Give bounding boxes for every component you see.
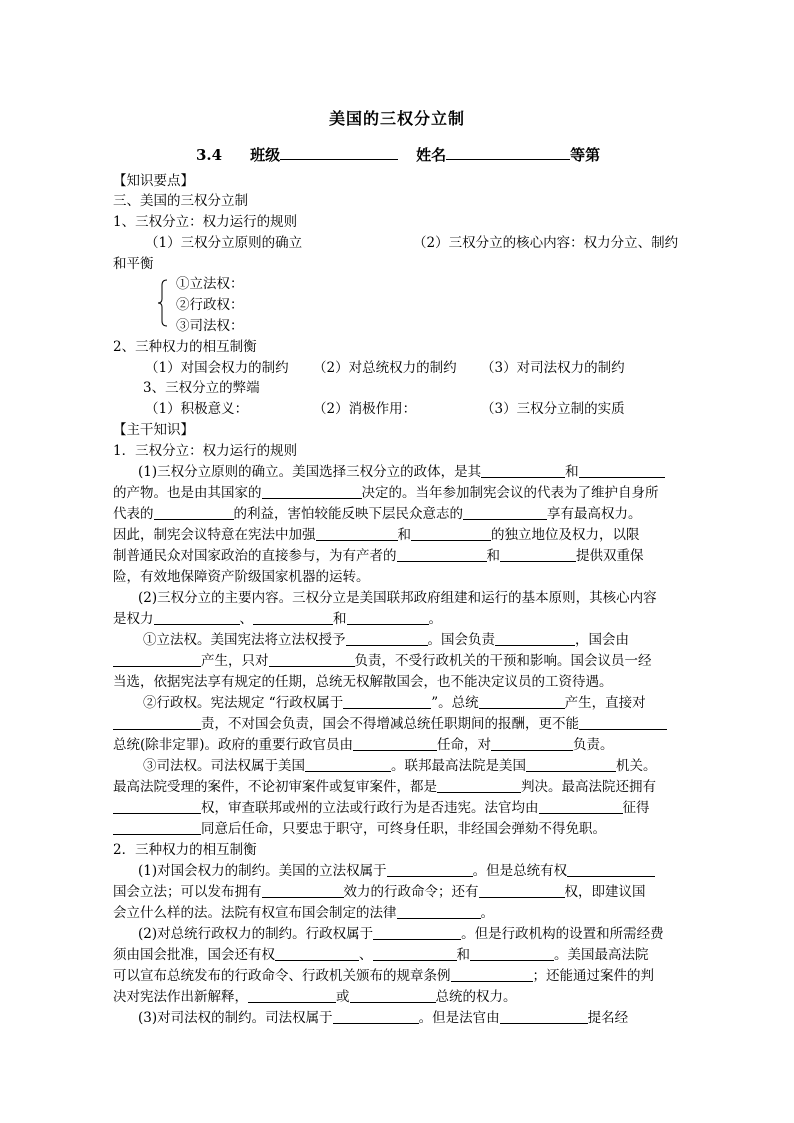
answer-blank[interactable] xyxy=(481,463,565,478)
paragraph-5-line-1: ③司法权。司法权属于美国 。联邦最高法院是美国 机关。 xyxy=(143,758,657,774)
answer-blank[interactable] xyxy=(154,610,240,625)
paragraph-7-line-4: 决对宪法作出新解释， 或 总统的权力。 xyxy=(113,989,517,1005)
power-executive: ②行政权： xyxy=(176,297,244,313)
knowledge-item-1: 1、三权分立：权力运行的规则 xyxy=(113,214,298,230)
answer-blank[interactable] xyxy=(262,883,344,898)
answer-blank[interactable] xyxy=(253,610,333,625)
grade-label: 等第 xyxy=(570,146,601,164)
power-judicial: ③司法权： xyxy=(176,318,244,334)
paragraph-4-line-1: ②行政权。宪法规定 “行政权属于 ”。总统 产生，直接对 xyxy=(143,695,646,711)
paragraph-4-line-3: 总统(除非定罪)。政府的重要行政官员由 任命，对 负责。 xyxy=(113,737,614,753)
answer-blank[interactable] xyxy=(479,883,565,898)
paragraph-7-line-2: 须由国会批准，国会还有权 、 和 。美国最高法院 xyxy=(113,947,649,963)
answer-blank[interactable] xyxy=(343,694,431,709)
knowledge-item-3-sub-1: （1）积极意义： xyxy=(145,401,249,417)
answer-blank[interactable] xyxy=(373,925,461,940)
paragraph-3-line-3: 当选，依据宪法享有规定的任期，总统无权解散国会，也不能决定议员的工资待遇。 xyxy=(113,674,613,690)
answer-blank[interactable] xyxy=(539,799,623,814)
answer-blank[interactable] xyxy=(154,505,234,520)
answer-blank[interactable] xyxy=(579,463,665,478)
paragraph-8-line-1: (3)对司法权的制约。司法权属于 。但是法官由 提名经 xyxy=(138,1010,629,1026)
knowledge-item-2-sub-2: （2）对总统权力的制约 xyxy=(313,360,457,376)
answer-blank[interactable] xyxy=(500,1009,588,1024)
paragraph-1-line-2: 的产物。也是由其国家的 决定的。当年参加制宪会议的代表为了维护自身所 xyxy=(113,485,659,501)
paragraph-1-line-3: 代表的 的利益，害怕较能反映下层民众意志的 享有最高权力。 xyxy=(113,506,642,522)
class-blank[interactable] xyxy=(280,144,398,160)
main-section-1-title: 1．三权分立：权力运行的规则 xyxy=(113,443,298,459)
knowledge-heading: 【知识要点】 xyxy=(113,173,194,189)
knowledge-section: 三、美国的三权分立制 xyxy=(113,193,248,209)
knowledge-item-1-sub-1: （1）三权分立原则的确立 xyxy=(145,235,303,251)
paragraph-4-line-2: 责，不对国会负责，国会不得增减总统任职期间的报酬，更不能 xyxy=(113,714,667,734)
answer-blank[interactable] xyxy=(463,505,547,520)
paragraph-6-line-2: 国会立法；可以发布拥有 效力的行政命令；还有 权，即建议国 xyxy=(113,884,646,900)
power-legislative: ①立法权： xyxy=(176,276,244,292)
answer-blank[interactable] xyxy=(397,547,487,562)
answer-blank[interactable] xyxy=(347,610,429,625)
answer-blank[interactable] xyxy=(387,862,473,877)
paragraph-7-line-3: 可以宣布总统发布的行政命令、行政机关颁布的规章条例 ；还能通过案件的判 xyxy=(113,968,654,984)
knowledge-item-2-sub-1: （1）对国会权力的制约 xyxy=(145,360,289,376)
student-info-line xyxy=(196,144,600,165)
paragraph-1-line-5: 制普通民众对国家政治的直接参与，为有产者的 和 提供双重保 xyxy=(113,548,644,564)
paragraph-3-line-1: ①立法权。美国宪法将立法权授予 。国会负责 ，国会由 xyxy=(143,632,629,648)
paragraph-3-line-2: 产生，只对 负责，不受行政机关的干预和影响。国会议员一经 xyxy=(113,651,652,671)
class-label: 班级 xyxy=(250,146,281,164)
answer-blank[interactable] xyxy=(113,652,201,667)
answer-blank[interactable] xyxy=(248,988,336,1003)
knowledge-item-1-sub-2-cont: 和平衡 xyxy=(113,256,154,272)
answer-blank[interactable] xyxy=(346,631,428,646)
answer-blank[interactable] xyxy=(350,988,436,1003)
answer-blank[interactable] xyxy=(269,652,355,667)
paragraph-7-line-1: (2)对总统行政权力的制约。行政权属于 。但是行政机构的设置和所需经费 xyxy=(138,926,664,942)
name-blank[interactable] xyxy=(446,144,570,160)
answer-blank[interactable] xyxy=(491,736,573,751)
knowledge-item-1-sub-2: （2）三权分立的核心内容：权力分立、制约 xyxy=(413,235,679,251)
answer-blank[interactable] xyxy=(451,967,533,982)
main-heading: 【主干知识】 xyxy=(113,422,194,438)
answer-blank[interactable] xyxy=(567,862,655,877)
knowledge-item-3-sub-3: （3）三权分立制的实质 xyxy=(481,401,625,417)
answer-blank[interactable] xyxy=(353,736,437,751)
answer-blank[interactable] xyxy=(305,757,391,772)
document-title: 美国的三权分立制 xyxy=(328,109,465,128)
answer-blank[interactable] xyxy=(113,820,201,835)
answer-blank[interactable] xyxy=(437,778,521,793)
lesson-number: 3.4 xyxy=(196,146,223,164)
knowledge-item-3-sub-2: （2）消极作用： xyxy=(313,401,417,417)
answer-blank[interactable] xyxy=(579,715,667,730)
paragraph-1-line-6: 险，有效地保障资产阶级国家机器的运转。 xyxy=(113,569,370,585)
knowledge-item-3: 3、三权分立的弊端 xyxy=(143,380,260,396)
paragraph-1-line-1: (1)三权分立原则的确立。美国选择三权分立的政体，是其 和 xyxy=(138,462,665,482)
answer-blank[interactable] xyxy=(397,904,481,919)
answer-blank[interactable] xyxy=(500,547,576,562)
paragraph-1-line-4: 因此，制宪会议特意在宪法中加强 和 的独立地位及权力，以限 xyxy=(113,527,640,543)
answer-blank[interactable] xyxy=(275,946,359,961)
paragraph-2-line-2: 是权力 、 和 。 xyxy=(113,611,442,627)
paragraph-6-line-1: (1)对国会权力的制约。美国的立法权属于 。但是总统有权 xyxy=(138,861,655,881)
answer-blank[interactable] xyxy=(495,631,575,646)
paragraph-5-line-3: 权，审查联邦或州的立法或行政行为是否违宪。法官均由 征得 xyxy=(113,798,650,818)
answer-blank[interactable] xyxy=(470,946,554,961)
answer-blank[interactable] xyxy=(333,1009,419,1024)
knowledge-item-2: 2、三种权力的相互制衡 xyxy=(113,339,257,355)
answer-blank[interactable] xyxy=(411,526,491,541)
answer-blank[interactable] xyxy=(526,757,616,772)
main-section-2-title: 2．三种权力的相互制衡 xyxy=(113,842,257,858)
paragraph-5-line-2: 最高法院受理的案件，不论初审案件或复审案件，都是 判决。最高法院还拥有 xyxy=(113,779,656,795)
answer-blank[interactable] xyxy=(479,694,565,709)
brace-icon xyxy=(158,279,168,327)
answer-blank[interactable] xyxy=(262,484,362,499)
answer-blank[interactable] xyxy=(113,799,201,814)
name-label: 姓名 xyxy=(416,146,447,164)
paragraph-5-line-4: 同意后任命，只要忠于职守，可终身任职，非经国会弹劾不得免职。 xyxy=(113,819,606,839)
paragraph-6-line-3: 会立什么样的法。法院有权宣布国会制定的法律 。 xyxy=(113,905,494,921)
paragraph-2-line-1: (2)三权分立的主要内容。三权分立是美国联邦政府组建和运行的基本原则，其核心内容 xyxy=(138,590,657,606)
answer-blank[interactable] xyxy=(373,946,457,961)
answer-blank[interactable] xyxy=(316,526,398,541)
knowledge-item-2-sub-3: （3）对司法权力的制约 xyxy=(481,360,625,376)
answer-blank[interactable] xyxy=(113,715,201,730)
